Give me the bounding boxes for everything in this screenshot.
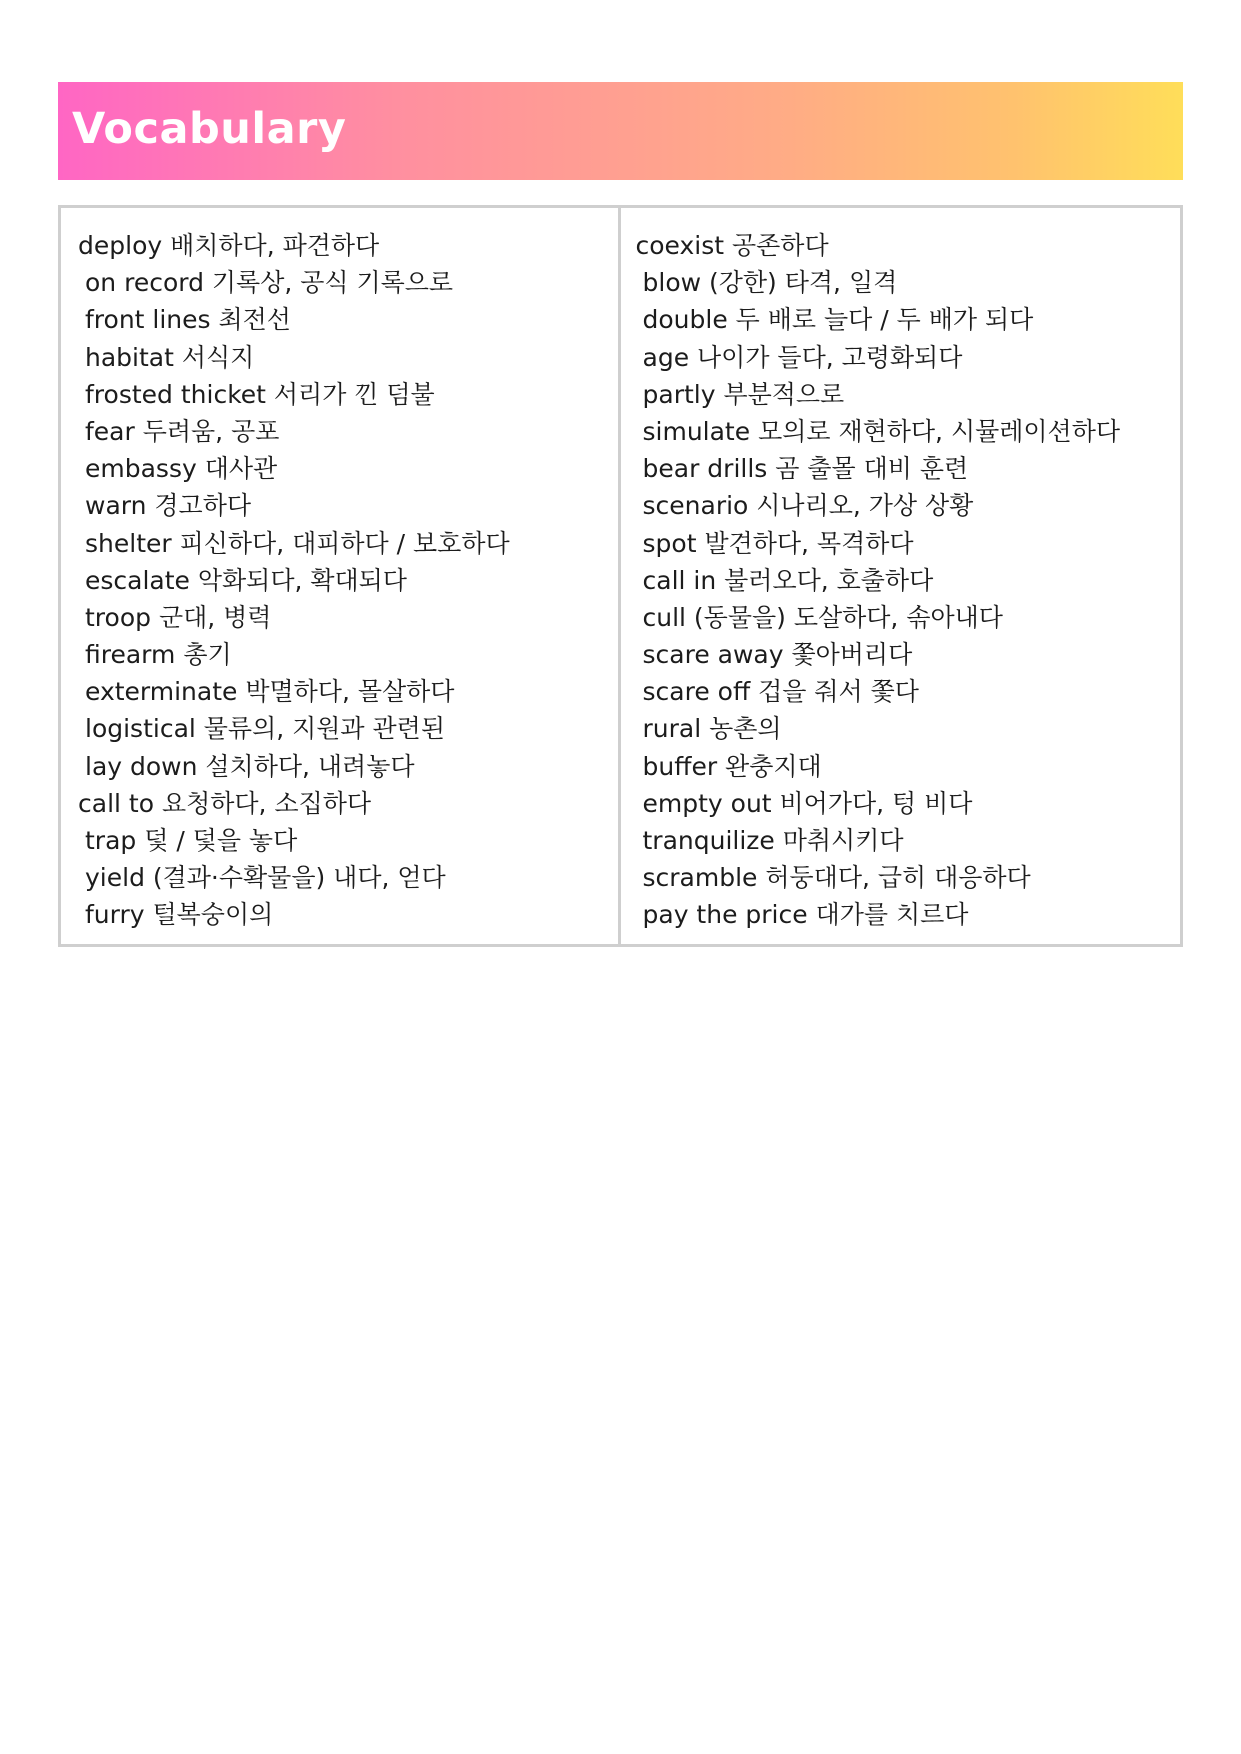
- vocabulary-entry: tranquilize 마취시키다: [642, 826, 904, 855]
- vocabulary-entry: fear 두려움, 공포: [85, 416, 280, 446]
- vocabulary-entry: trap 덫 / 덫을 놓다: [85, 826, 298, 855]
- vocabulary-table: [58, 205, 1183, 947]
- page-title: Vocabulary: [72, 104, 347, 154]
- vocabulary-entry: call to 요청하다, 소집하다: [78, 788, 372, 818]
- vocabulary-entry: cull (동물을) 도살하다, 솎아내다: [642, 602, 1003, 632]
- vocabulary-entry: bear drills 곰 출몰 대비 훈련: [642, 454, 969, 484]
- vocabulary-entry: partly 부분적으로: [642, 379, 845, 409]
- vocabulary-list-left: [61, 208, 618, 934]
- vocabulary-entry: troop 군대, 병력: [85, 602, 272, 632]
- vocabulary-entry: age 나이가 들다, 고령화되다: [642, 342, 963, 372]
- vocabulary-entry: rural 농촌의: [642, 714, 782, 744]
- vocabulary-entry: pay the price 대가를 치르다: [642, 900, 969, 930]
- vocabulary-entry: scramble 허둥대다, 급히 대응하다: [642, 863, 1031, 893]
- vocabulary-entry: scenario 시나리오, 가상 상황: [642, 491, 974, 521]
- vocabulary-entry: spot 발견하다, 목격하다: [642, 528, 914, 558]
- vocabulary-column-left: [61, 208, 621, 944]
- vocabulary-entry: buffer 완충지대: [642, 751, 822, 781]
- vocabulary-entry: frosted thicket 서리가 낀 덤불: [85, 379, 435, 409]
- vocabulary-entry: exterminate 박멸하다, 몰살하다: [85, 677, 455, 707]
- vocabulary-list-right: [621, 208, 1181, 934]
- vocabulary-entry: empty out 비어가다, 텅 비다: [642, 788, 973, 818]
- vocabulary-entry: furry 털복숭이의: [85, 900, 274, 930]
- vocabulary-entry: call in 불러오다, 호출하다: [642, 565, 934, 595]
- vocabulary-entry: scare away 쫓아버리다: [642, 640, 913, 670]
- vocabulary-entry: on record 기록상, 공식 기록으로: [85, 268, 454, 298]
- vocabulary-entry: blow (강한) 타격, 일격: [642, 268, 898, 298]
- vocabulary-entry: front lines 최전선: [85, 305, 291, 335]
- vocabulary-entry: embassy 대사관: [85, 454, 278, 484]
- vocabulary-entry: logistical 물류의, 지원과 관련된: [85, 714, 445, 744]
- vocabulary-entry: habitat 서식지: [85, 342, 255, 372]
- vocabulary-entry: simulate 모의로 재현하다, 시뮬레이션하다: [642, 416, 1121, 446]
- vocabulary-entry: shelter 피신하다, 대피하다 / 보호하다: [85, 528, 510, 558]
- vocabulary-entry: lay down 설치하다, 내려놓다: [85, 751, 415, 781]
- vocabulary-entry: double 두 배로 늘다 / 두 배가 되다: [642, 305, 1034, 335]
- vocabulary-header-banner: [58, 82, 1183, 180]
- vocabulary-entry: escalate 악화되다, 확대되다: [85, 565, 407, 595]
- vocabulary-entry: warn 경고하다: [85, 491, 251, 521]
- vocabulary-column-right: [621, 208, 1181, 944]
- vocabulary-entry: yield (결과·수확물을) 내다, 얻다: [85, 863, 446, 893]
- vocabulary-entry: coexist 공존하다: [635, 231, 829, 260]
- vocabulary-entry: firearm 총기: [85, 640, 232, 670]
- vocabulary-entry: deploy 배치하다, 파견하다: [78, 231, 380, 260]
- vocabulary-entry: scare off 겁을 줘서 쫓다: [642, 677, 919, 707]
